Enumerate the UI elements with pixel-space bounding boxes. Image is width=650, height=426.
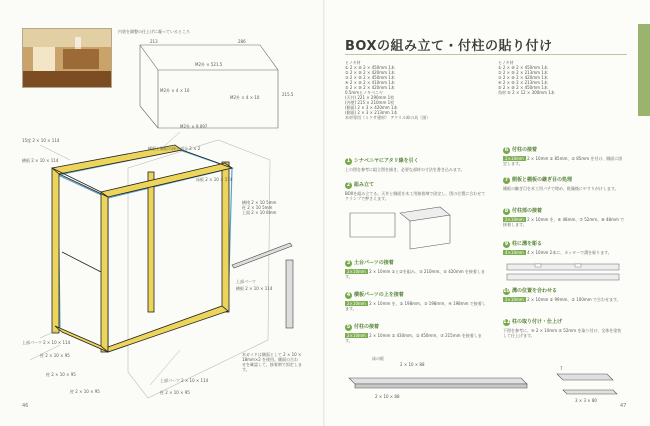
callout-3: 横板 2 × 10 × 114 <box>22 158 59 163</box>
chapter-tab <box>638 24 650 116</box>
parts-list-left <box>345 60 465 120</box>
callout-11: 上部パーツ 2 × 10 × 114 <box>160 378 209 383</box>
page-title: BOXの組み立て・付柱の貼り付け <box>345 39 553 54</box>
parts-list-right <box>498 60 555 95</box>
step-5-text: 2×10mm 2 × 10mm ① 430mm、② 450mm、③ 215mm を接着します。 <box>345 333 482 343</box>
highlight-dim: 2×10mm <box>347 301 366 306</box>
parts-item: ① 2 × ⑩ 2 × 450mm 1本 <box>345 65 395 70</box>
page-number-right: 47 <box>620 403 627 409</box>
dim-inner-top: M2外 × 521.5 <box>195 62 223 67</box>
parts-item: ④ 2 × ⑩ 2 × 213mm 1本 <box>498 80 548 85</box>
step-4-heading: 4 横板パーツの上を接着 <box>346 292 404 298</box>
step-5-heading: 5 付柱の接着 <box>346 324 380 330</box>
step-1-heading: 1 シナベニヤにアタリ線を引く <box>346 158 419 164</box>
step-6-heading: 6 付柱の接着 <box>504 147 538 153</box>
callout-1: 15度 2 × 10 × 114 <box>22 138 60 143</box>
parts-item: ① 2 × ⑩ 2 × 450mm 1本 <box>498 65 548 70</box>
dim-inner-right: M2外 × 4 × 10 <box>230 95 260 100</box>
parts-item: 角材 ⑤ 2 × 12 × 300mm 1本 <box>498 90 555 95</box>
parts-materials: 木材専用（ミクサ建材） アクリル絵の具（黒） <box>345 115 431 120</box>
parts-item: ③ 2 × ⑩ 2 × 450mm 1本 <box>345 75 395 80</box>
parts-heading: 0.5mmヒノキベニヤ <box>345 90 383 95</box>
groove-diagram <box>505 260 623 282</box>
parts-item: (内壁) 215 × 210mm 1枚 <box>345 100 395 105</box>
photo-caption: 内装を調整の仕上げに凝っているところ <box>118 29 190 34</box>
highlight-dim: 2×10mm <box>347 269 366 274</box>
parts-item: (側面) 2 × 3 × 213mm 1本 <box>345 110 398 115</box>
small-figure-label: 7 <box>560 366 563 371</box>
parts-item: (天井) 221 × 290mm 1枚 <box>345 95 395 100</box>
callout-9: 柱 2 × 10 × 95 <box>46 372 76 377</box>
highlight-dim: 4×10mm <box>505 250 524 255</box>
title-rule <box>345 54 627 55</box>
parts-heading: ヒノキ材 <box>345 60 361 65</box>
size-row: 横桟 2 × 10 5mm <box>242 200 277 205</box>
parts-item: ② 2 × ⑩ 2 × 420mm 1本 <box>345 70 395 75</box>
callout-8: 柱 2 × 10 × 95 <box>40 353 70 358</box>
step-10-heading: 10 溝の位置を合わせる <box>503 288 558 294</box>
parts-item: ③ 2 × ⑩ 2 × 420mm 1本 <box>498 75 548 80</box>
highlight-dim: 2×10mm <box>505 297 524 302</box>
dim-side: 215.5 <box>282 92 294 97</box>
step-6-text: 2×10mm 2 × 10mm ① 85mm、② 85mm を付け、側面に固定します。 <box>503 156 623 166</box>
step-9-heading: 9 柱に溝を彫る <box>504 241 543 247</box>
guide-note: 木ガイドは側面として 2 × 10 × 18mm×2 を使用。側面の合わせを確認して、接着剤で固定します。 <box>242 352 302 372</box>
callout-7: 上部パーツ 2 × 10 × 114 <box>22 340 71 345</box>
plank-dim: 2 × 10 × 88 <box>400 362 425 367</box>
step-4-text: 2×10mm 2 × 10mm を、② 198mm、③ 198mm、④ 198mm で接着します。 <box>345 301 486 311</box>
callout-4: 床板 2 × 10 × 114 <box>196 177 233 182</box>
highlight-dim: 2×10mm <box>505 217 524 222</box>
plank-label: 床の板 <box>372 356 384 361</box>
dim-bottom: M2外 × 9.097 <box>180 124 208 129</box>
parts-item: ④ 2 × ⑩ 2 × 410mm 1本 <box>345 80 395 85</box>
parts-item: ⑤ 2 × ⑩ 2 × 420mm 1本 <box>345 85 395 90</box>
parts-item: (側面) 2 × 3 × 420mm 1本 <box>345 105 398 110</box>
step-9-text: 4×10mm 4 × 10mm 2本に、カッターで溝を彫ります。 <box>505 250 612 255</box>
dim-top-left: 213 <box>150 39 158 44</box>
dim-inner-mid: M2外 × 4 × 10 <box>160 88 190 93</box>
size-row: 上面 2 × 10 8mm <box>242 210 277 215</box>
size-table <box>242 200 276 215</box>
callout-2: 横板と側板の接合部分 2 × 2 <box>148 146 201 151</box>
parts-item: ② 2 × ⑩ 2 × 213mm 1本 <box>498 70 548 75</box>
step-11-text: 下図を参考に、④ 2 × 10mm ⑤ 52mm を取り付け、全体を塗装して仕上げます。 <box>503 328 622 338</box>
step-2-heading: 2 組み立て <box>346 182 375 188</box>
highlight-dim: 2×10mm <box>505 156 524 161</box>
step-2-diagram <box>345 205 475 255</box>
step-8-heading: 8 付柱部の接着 <box>504 208 543 214</box>
page-number-left: 46 <box>22 403 29 409</box>
parts-item: ⑤ 2 × ⑩ 2 × 450mm 1本 <box>498 85 548 90</box>
callout-5: 上部パーツ <box>236 279 256 284</box>
parts-heading: ヒノキ材 <box>498 60 514 65</box>
callout-12: 柱 2 × 10 × 95 <box>160 390 190 395</box>
dim-top-right: 286 <box>238 39 246 44</box>
step-10-text: 2×10mm 2 × 10mm ① 99mm、② 100mm で合わせます。 <box>505 297 621 302</box>
step-11-heading: 11 柱の取り付け・仕上げ <box>503 319 563 325</box>
step-3-text: 2×10mm 2 × 10mm ①と②を組み、③ 210mm、⑤ 420mm を接着します。 <box>345 269 485 279</box>
small-figure-dim: 3 × 3 × 80 <box>575 398 597 403</box>
step-8-text: 2×10mm 2 × 10mm を、⑥ 48mm、⑦ 52mm、⑧ 48mm で接着します。 <box>503 217 625 227</box>
step-7-heading: 7 側板と棚板の継ぎ目の処理 <box>504 177 573 183</box>
step-3-heading: 3 土台パーツの接着 <box>346 260 394 266</box>
size-row: 柱 2 × 10 5mm <box>242 205 273 210</box>
step-1-text: 上の図を参考に組立図を描き、必要な部材の寸法を書き込みます。 <box>345 167 465 172</box>
step-7-text: 側板の継ぎ目を木工用パテで埋め、乾燥後にやすりがけします。 <box>503 186 619 191</box>
callout-10: 柱 2 × 10 × 95 <box>70 389 100 394</box>
step-2-text: BOXを組み立てる。天井と側面を木工用接着剤で固定し、図の位置に合わせてクランプで押さえます。 <box>345 191 486 201</box>
plank-bottom-dim: 2 × 10 × 88 <box>375 394 400 399</box>
callout-6: 横板 2 × 10 × 114 <box>236 286 273 291</box>
highlight-dim: 2×10mm <box>347 333 366 338</box>
